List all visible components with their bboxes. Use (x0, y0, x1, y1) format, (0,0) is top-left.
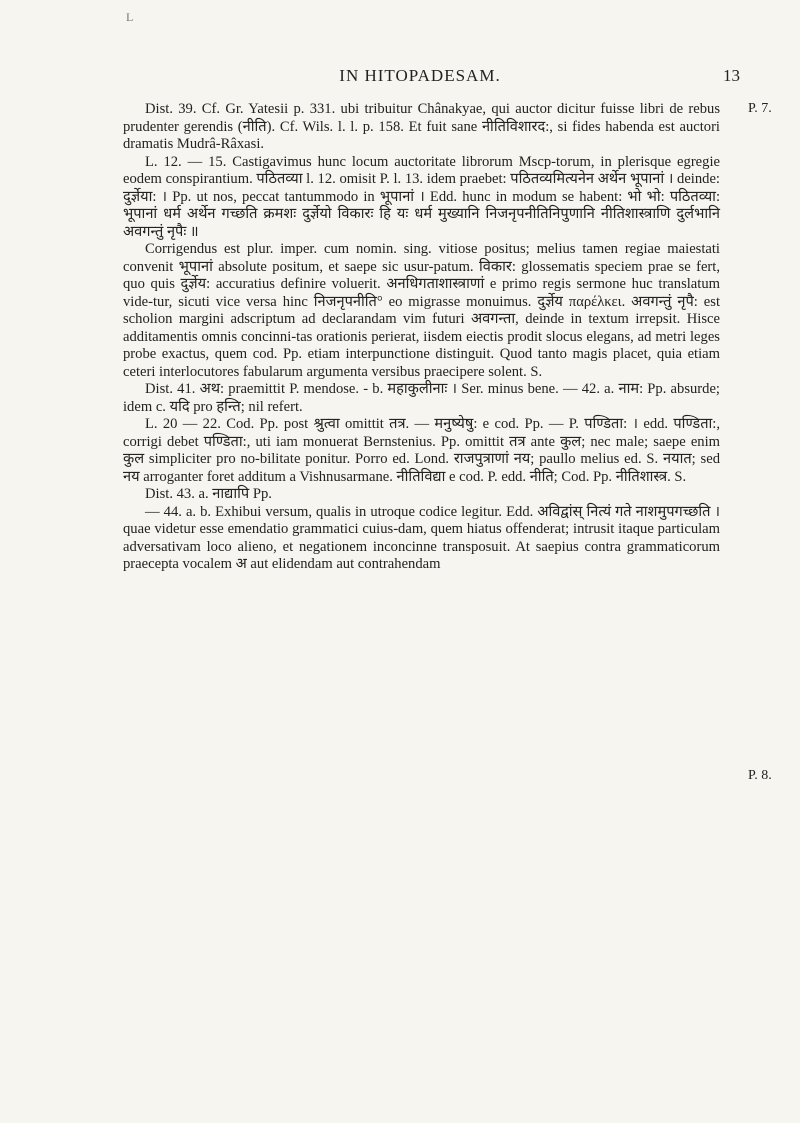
corner-mark: L (126, 10, 134, 24)
paragraph: Dist. 43. a. नाद्यापि Pp. (145, 486, 272, 502)
paragraph: L. 20 — 22. Cod. Pp. post श्रुत्वा omittit तत्र. — मनुष्येषु: e cod. Pp. — P. पण्डिता: । edd. पण्डिता:, corrigi debet पण्डिता:, uti iam monuerat Bernstenius. Pp. omittit तत्र ante कुल; nec male; saepe enim कुल simpliciter pro no-bilitate ponitur. Porro ed. Lond. राजपुत्राणां नय; paullo melius ed. S. नयात; sed नय arroganter foret additum a Vishnusarmane. नीतिविद्या e cod. P. edd. नीति; Cod. Pp. नीतिशास्त्र. S. (123, 416, 720, 485)
paragraph: L. 12. — 15. Castigavimus hunc locum auctoritate librorum Mscp-torum, in plerisque egregie eodem conspirantium. पठितव्या l. 12. omisit P. l. 13. idem praebet: पठितव्यमित्यनेन अर्थेन भूपानां । deinde: दुर्ज्ञेया: । Pp. ut nos, peccat tantummodo in भूपानां । Edd. hunc in modum se habent: भो भो: पठितव्या: भूपानां धर्म अर्थेन गच्छति क्रमशः दुर्ज्ञेयो विकारः हि यः धर्म मुख्यानि निजनृपनीतिनिपुणानि नीतिशास्त्राणि दुर्लभानि अवगन्तुं नृपैः ॥ (123, 153, 720, 240)
paragraph: Dist. 41. अथ: praemittit P. mendose. - b. महाकुलीनाः । Ser. minus bene. — 42. a. नाम: Pp. absurde; idem c. यदि pro हन्ति; nil refert. (123, 381, 720, 415)
page-number: 13 (723, 66, 740, 85)
header-title: IN HITOPADESAM. (339, 66, 501, 85)
paragraph: Corrigendus est plur. imper. cum nomin. sing. vitiose positus; melius tamen regiae maiestati convenit भूपानां absolute positum, et saepe sic usur-patum. विकार: glossematis speciem prae se fert, quo quis दुर्ज्ञेय: accuratius definire voluerit. अनधिगताशास्त्राणां e primo regis sermone huc translatum vide-tur, sicuti vice versa hinc निजनृपनीति° eo migrasse monuimus. दुर्ज्ञेय παρέλκει. अवगन्तुं नृपै: est scholion margini adscriptum ad declarandam vim futuri अवगन्ता, deinde in textum irrepsit. Hisce additamentis omnis concinni-tas orationis perierat, iisdem eiectis prodit slocus elegans, ad metri leges probe exactus, quem cod. Pp. etiam interpunctione distinguit. Quod tanto magis placet, quia etiam ceteri interlocutores fabularum argumenta versibus praecipere solent. S. (123, 241, 720, 380)
paragraph: — 44. a. b. Exhibui versum, qualis in utroque codice legitur. Edd. अविद्वांस् नित्यं गते नाशमुपगच्छति । quae videtur esse emendatio grammatici cuius-dam, quem hiatus offenderat; intrusit itaque particulam adversativam loco alieno, et negationem inconcinne transposuit. At saepius contra grammaticorum praecepta vocalem अ aut elidendam aut contrahendam (123, 503, 720, 572)
margin-note: P. 8. (748, 768, 772, 783)
paragraph: Dist. 39. Cf. Gr. Yatesii p. 331. ubi tribuitur Chânakyae, qui auctor dicitur fuisse libri de rebus prudenter gerendis (नीति). Cf. Wils. l. l. p. 158. Et fuit sane नीतिविशारद:, si fides habenda est auctori dramatis Mudrâ-Râxasi. (123, 101, 720, 152)
running-header (100, 66, 740, 94)
margin-note: P. 7. (748, 101, 772, 116)
main-text (123, 101, 720, 574)
